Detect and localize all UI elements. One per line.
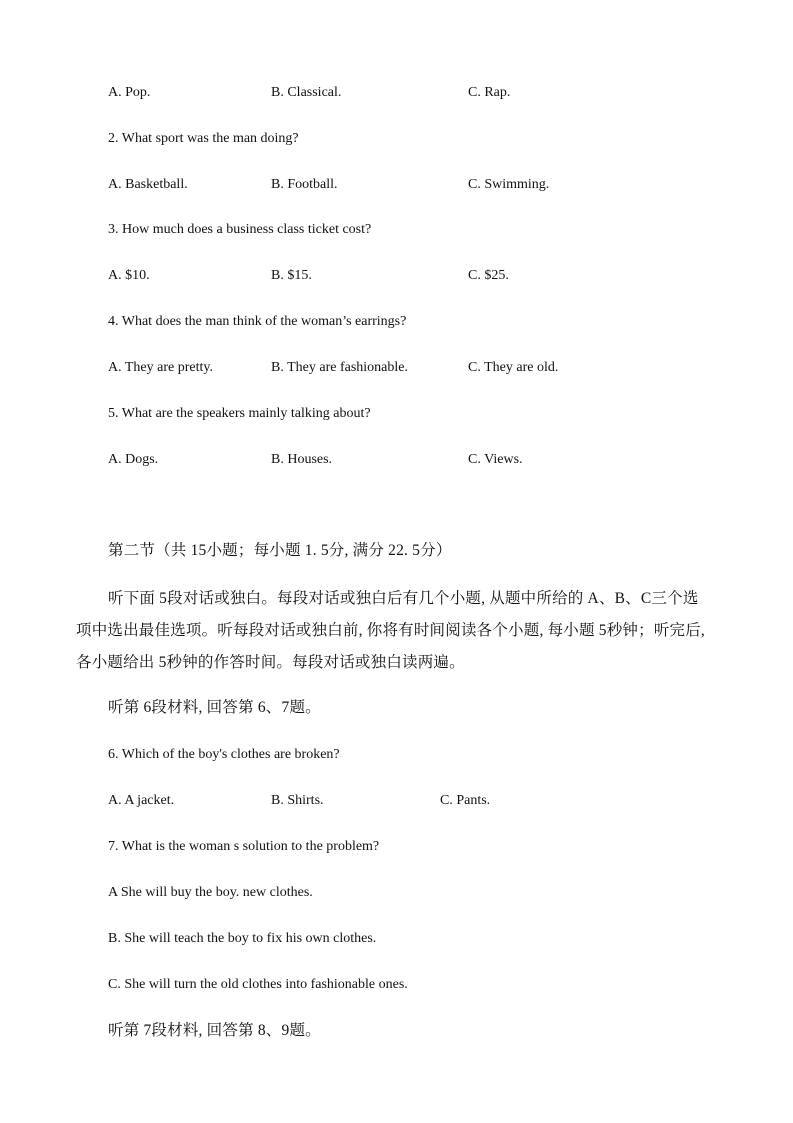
section-heading: 第二节（共 15小题；每小题 1. 5分, 满分 22. 5分）: [108, 542, 452, 559]
q6-option-b: B. Shirts.: [271, 793, 324, 808]
q5-question: 5. What are the speakers mainly talking about?: [108, 406, 371, 421]
q2-option-c: C. Swimming.: [468, 177, 550, 192]
q2-option-a: A. Basketball.: [108, 177, 188, 192]
q6-option-a: A. A jacket.: [108, 793, 175, 808]
q3-option-c: C. $25.: [468, 268, 509, 283]
q1-option-b: B. Classical.: [271, 85, 342, 100]
q2-question: 2. What sport was the man doing?: [108, 131, 299, 146]
instruction-line-2: 项中选出最佳选项。听每段对话或独白前, 你将有时间阅读各个小题, 每小题 5秒钟；听完后,: [76, 622, 706, 639]
q4-option-a: A. They are pretty.: [108, 360, 213, 375]
q7-option-b: B. She will teach the boy to fix his own clothes.: [108, 931, 377, 946]
q3-option-b: B. $15.: [271, 268, 312, 283]
q1-option-c: C. Rap.: [468, 85, 511, 100]
q5-option-a: A. Dogs.: [108, 452, 159, 467]
q3-question: 3. How much does a business class ticket cost?: [108, 222, 372, 237]
instruction-line-1: 听下面 5段对话或独白。每段对话或独白后有几个小题, 从题中所给的 A、B、C三个选: [108, 590, 699, 607]
instruction-line-3: 各小题给出 5秒钟的作答时间。每段对话或独白读两遍。: [76, 654, 465, 671]
q3-option-a: A. $10.: [108, 268, 150, 283]
material-7-note: 听第 7段材料, 回答第 8、9题。: [108, 1022, 321, 1039]
q4-question: 4. What does the man think of the woman’s earrings?: [108, 314, 407, 329]
q7-option-c: C. She will turn the old clothes into fashionable ones.: [108, 977, 408, 992]
q1-option-a: A. Pop.: [108, 85, 151, 100]
q6-option-c: C. Pants.: [440, 793, 491, 808]
q4-option-c: C. They are old.: [468, 360, 559, 375]
q7-option-a: A She will buy the boy. new clothes.: [108, 885, 313, 900]
q7-question: 7. What is the woman s solution to the problem?: [108, 839, 380, 854]
material-6-note: 听第 6段材料, 回答第 6、7题。: [108, 699, 321, 716]
q4-option-b: B. They are fashionable.: [271, 360, 408, 375]
q6-question: 6. Which of the boy's clothes are broken?: [108, 747, 340, 762]
q2-option-b: B. Football.: [271, 177, 338, 192]
q5-option-c: C. Views.: [468, 452, 523, 467]
q5-option-b: B. Houses.: [271, 452, 333, 467]
